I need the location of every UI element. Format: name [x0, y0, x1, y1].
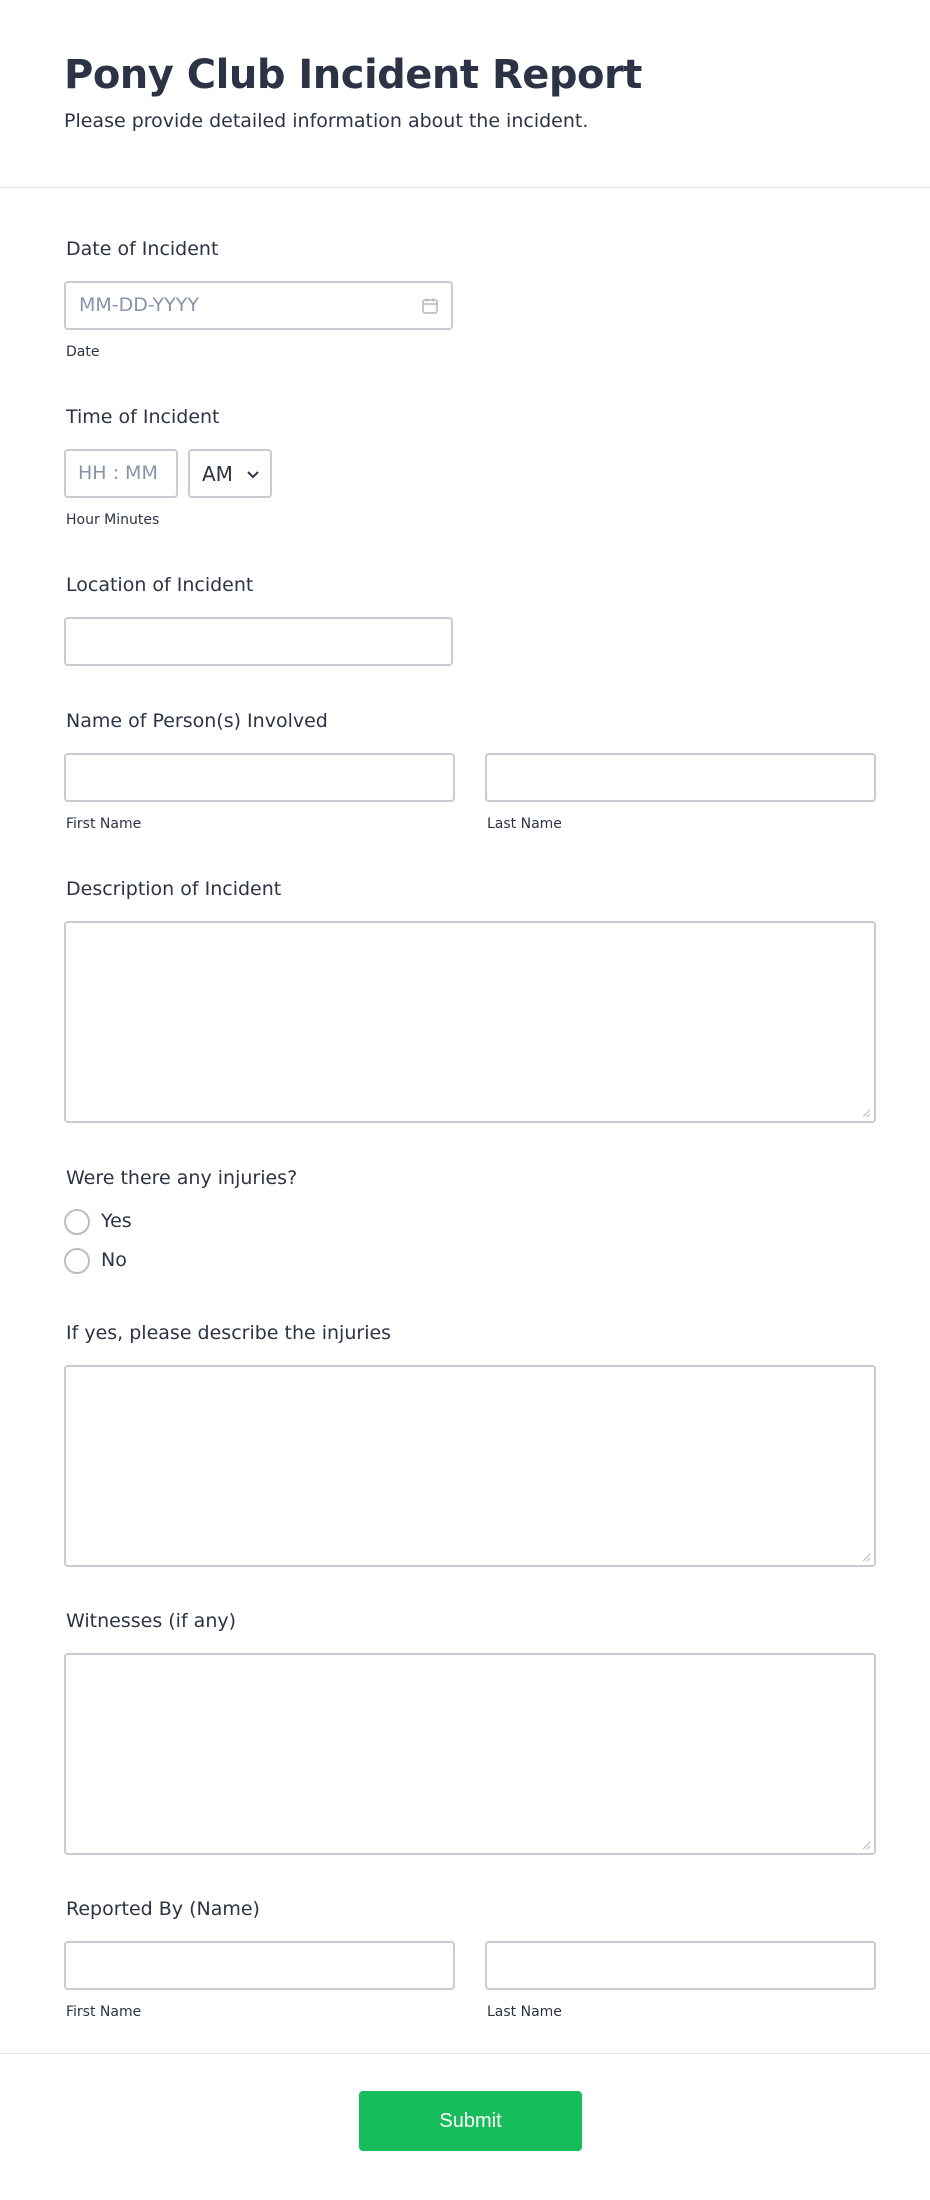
resize-handle-icon[interactable] [861, 1840, 871, 1850]
form-header [0, 0, 930, 188]
persons-label: Name of Person(s) Involved [66, 710, 328, 732]
persons-last-sublabel: Last Name [487, 816, 562, 832]
radio-button[interactable] [64, 1248, 90, 1274]
page-title: Pony Club Incident Report [64, 52, 642, 98]
ampm-select[interactable] [188, 449, 272, 498]
reported-by-label: Reported By (Name) [66, 1898, 260, 1920]
time-sublabel: Hour Minutes [66, 512, 160, 528]
calendar-icon[interactable] [421, 297, 439, 315]
date-placeholder: MM-DD-YYYY [79, 294, 199, 316]
submit-button[interactable]: Submit [359, 2091, 582, 2151]
date-sublabel: Date [66, 344, 100, 360]
date-input[interactable] [64, 281, 453, 330]
description-label: Description of Incident [66, 878, 282, 900]
resize-handle-icon[interactable] [861, 1108, 871, 1118]
time-input[interactable] [64, 449, 178, 498]
witnesses-textarea[interactable] [64, 1653, 876, 1855]
radio-button[interactable] [64, 1209, 90, 1235]
injury-details-label: If yes, please describe the injuries [66, 1322, 392, 1344]
injuries-label: Were there any injuries? [66, 1167, 298, 1189]
page-subtitle: Please provide detailed information about the incident. [64, 110, 589, 132]
witnesses-label: Witnesses (if any) [66, 1610, 237, 1632]
location-input[interactable] [64, 617, 453, 666]
reported-by-first-sublabel: First Name [66, 2004, 142, 2020]
date-label: Date of Incident [66, 238, 219, 260]
reported-by-first-name-input[interactable] [64, 1941, 455, 1990]
radio-label-yes: Yes [101, 1210, 132, 1232]
persons-first-sublabel: First Name [66, 816, 142, 832]
time-label: Time of Incident [66, 406, 220, 428]
description-textarea[interactable] [64, 921, 876, 1123]
ampm-value: AM [202, 462, 233, 486]
reported-by-last-name-input[interactable] [485, 1941, 876, 1990]
form-footer [0, 2053, 930, 2200]
injury-details-textarea[interactable] [64, 1365, 876, 1567]
persons-last-name-input[interactable] [485, 753, 876, 802]
resize-handle-icon[interactable] [861, 1552, 871, 1562]
chevron-down-icon [246, 467, 260, 481]
reported-by-last-sublabel: Last Name [487, 2004, 562, 2020]
radio-label-no: No [101, 1249, 127, 1271]
time-placeholder: HH : MM [78, 462, 158, 484]
location-label: Location of Incident [66, 574, 254, 596]
persons-first-name-input[interactable] [64, 753, 455, 802]
